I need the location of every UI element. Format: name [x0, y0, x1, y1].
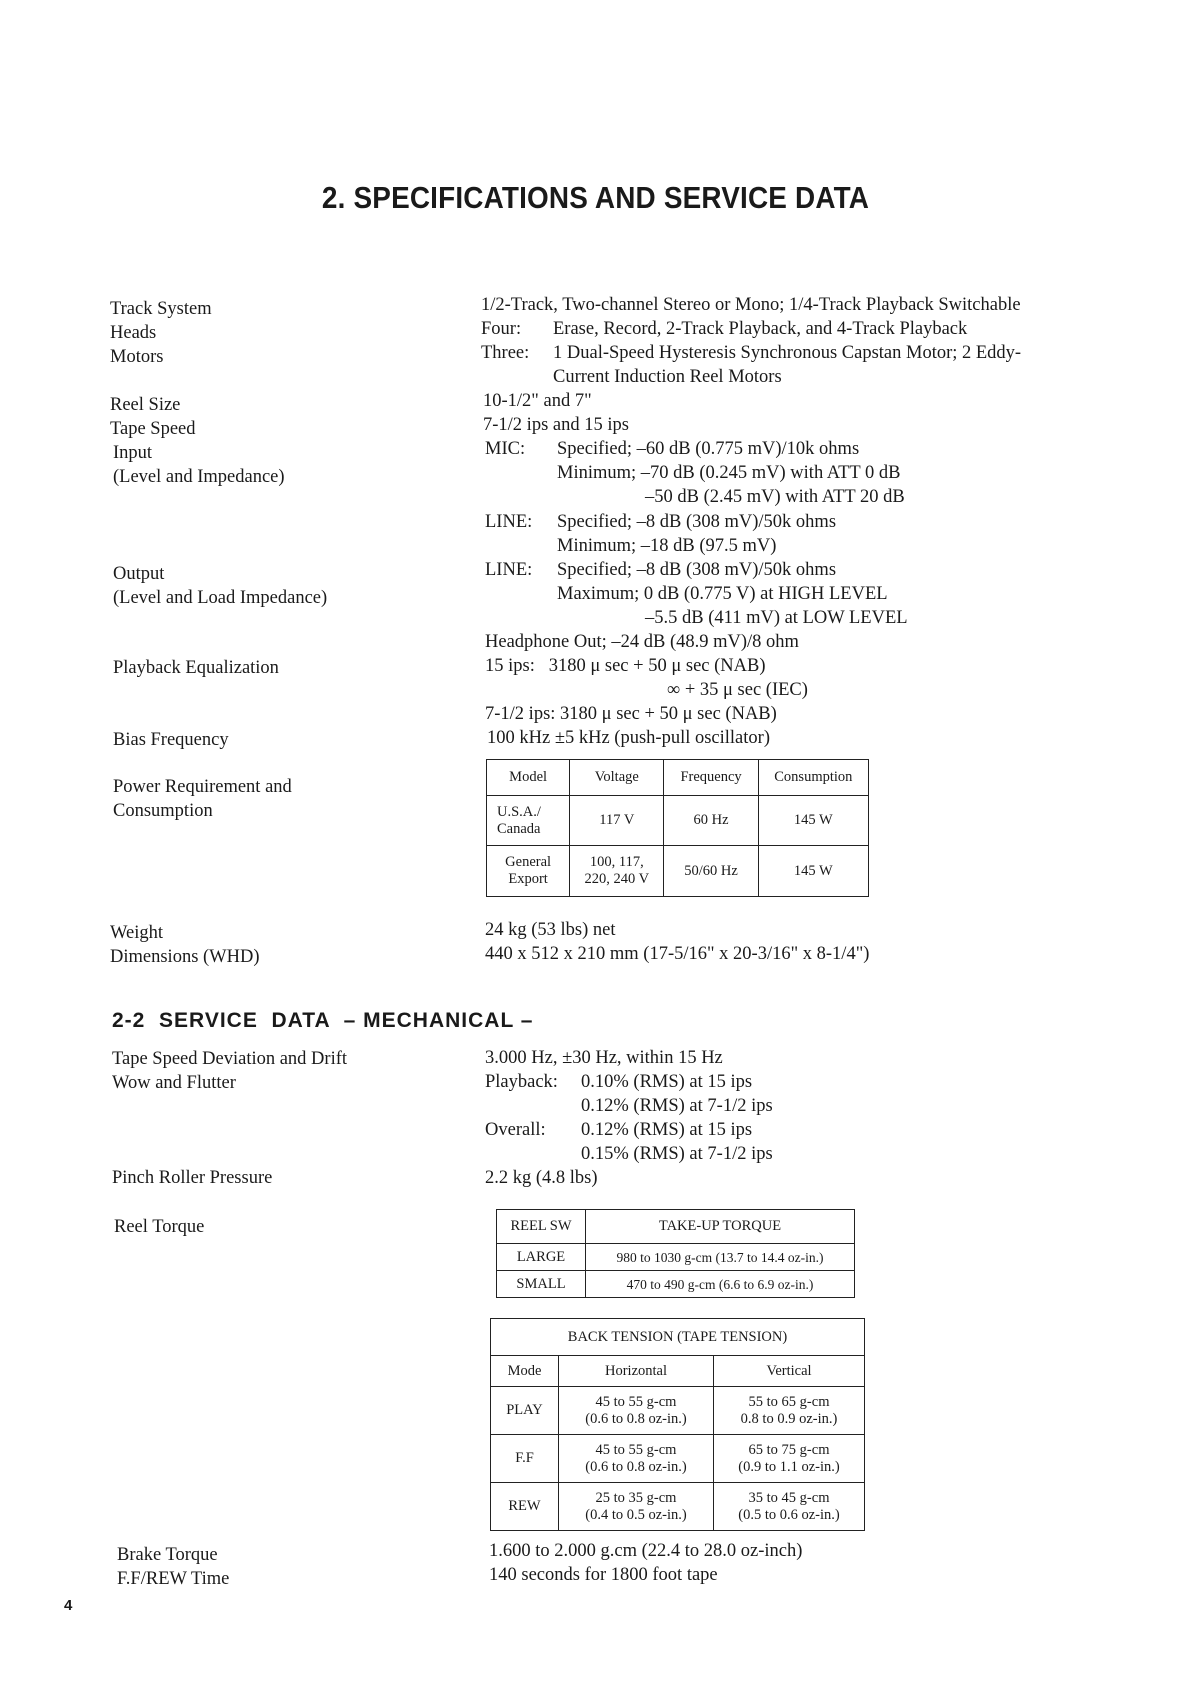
back-tension-header-mode: Mode [491, 1356, 559, 1387]
back-tension-header-horizontal: Horizontal [559, 1356, 714, 1387]
back-tension-row-horizontal: 45 to 55 g-cm (0.6 to 0.8 oz-in.) [559, 1435, 714, 1483]
bias-label: Bias Frequency [113, 730, 229, 750]
input-mic-1: Specified; –60 dB (0.775 mV)/10k ohms [557, 439, 860, 459]
power-label: Power Requirement and [113, 777, 292, 797]
back-tension-title: BACK TENSION (TAPE TENSION) [491, 1319, 865, 1356]
eq-line-3: 7-1/2 ips: 3180 μ sec + 50 μ sec (NAB) [485, 704, 777, 724]
input-label: Input [113, 443, 153, 463]
output-headphone: Headphone Out; –24 dB (48.9 mV)/8 ohm [485, 632, 799, 652]
page-number: 4 [64, 1597, 73, 1614]
back-tension-row-mode: REW [491, 1483, 559, 1531]
output-line-prefix: LINE: [485, 560, 533, 580]
input-mic-prefix: MIC: [485, 439, 526, 459]
wow-playback-prefix: Playback: [485, 1072, 558, 1092]
back-tension-row-vertical: 55 to 65 g-cm 0.8 to 0.9 oz-in.) [714, 1387, 865, 1435]
output-line-3: –5.5 dB (411 mV) at LOW LEVEL [645, 608, 908, 628]
tape-speed-drift-label: Tape Speed Deviation and Drift [112, 1049, 348, 1069]
power-header-voltage: Voltage [570, 760, 664, 796]
track-system-value: 1/2-Track, Two-channel Stereo or Mono; 1/4-Track Playback Switchable [481, 295, 1021, 315]
power-header-model: Model [487, 760, 570, 796]
brake-torque-value: 1.600 to 2.000 g.cm (22.4 to 28.0 oz-inch) [489, 1541, 803, 1561]
output-label: Output [113, 564, 165, 584]
back-tension-table [490, 1318, 865, 1531]
takeup-row-switch: SMALL [497, 1271, 586, 1298]
heads-label: Heads [110, 323, 157, 343]
brake-torque-label: Brake Torque [117, 1545, 218, 1565]
power-header-consumption: Consumption [758, 760, 868, 796]
pinch-roller-label: Pinch Roller Pressure [112, 1168, 273, 1188]
back-tension-header-vertical: Vertical [714, 1356, 865, 1387]
input-label-2: (Level and Impedance) [113, 467, 285, 487]
tape-speed-value: 7-1/2 ips and 15 ips [483, 415, 629, 435]
output-line-1: Specified; –8 dB (308 mV)/50k ohms [557, 560, 837, 580]
input-mic-2: Minimum; –70 dB (0.245 mV) with ATT 0 dB [557, 463, 901, 483]
power-header-frequency: Frequency [664, 760, 758, 796]
input-line-2: Minimum; –18 dB (97.5 mV) [557, 536, 777, 556]
wow-flutter-label: Wow and Flutter [112, 1073, 236, 1093]
reel-size-label: Reel Size [110, 395, 181, 415]
power-row-voltage: 117 V [570, 796, 664, 846]
dimensions-label: Dimensions (WHD) [110, 947, 260, 967]
input-line-prefix: LINE: [485, 512, 533, 532]
power-row-model: General Export [487, 846, 570, 897]
takeup-header-reel-sw: REEL SW [497, 1210, 586, 1244]
wow-playback-1: 0.10% (RMS) at 15 ips [581, 1072, 753, 1092]
pinch-roller-value: 2.2 kg (4.8 lbs) [485, 1168, 598, 1188]
back-tension-row-mode: F.F [491, 1435, 559, 1483]
back-tension-row-vertical: 35 to 45 g-cm (0.5 to 0.6 oz-in.) [714, 1483, 865, 1531]
motors-value-1: 1 Dual-Speed Hysteresis Synchronous Capstan Motor; 2 Eddy- [553, 343, 1022, 363]
power-row-model: U.S.A./ Canada [487, 796, 570, 846]
takeup-torque-table [496, 1209, 855, 1298]
motors-prefix: Three: [481, 343, 530, 363]
power-row-consumption: 145 W [758, 796, 868, 846]
takeup-row-switch: LARGE [497, 1244, 586, 1271]
back-tension-row-horizontal: 25 to 35 g-cm (0.4 to 0.5 oz-in.) [559, 1483, 714, 1531]
motors-value-2: Current Induction Reel Motors [553, 367, 782, 387]
heads-prefix: Four: [481, 319, 522, 339]
reel-size-value: 10-1/2" and 7" [483, 391, 592, 411]
dimensions-value: 440 x 512 x 210 mm (17-5/16" x 20-3/16" x 8-1/4") [485, 944, 870, 964]
output-line-2: Maximum; 0 dB (0.775 V) at HIGH LEVEL [557, 584, 888, 604]
ffrew-time-value: 140 seconds for 1800 foot tape [489, 1565, 718, 1585]
back-tension-row-horizontal: 45 to 55 g-cm (0.6 to 0.8 oz-in.) [559, 1387, 714, 1435]
power-table [486, 759, 869, 897]
motors-label: Motors [110, 347, 164, 367]
power-row-voltage: 100, 117, 220, 240 V [570, 846, 664, 897]
eq-label: Playback Equalization [113, 658, 279, 678]
eq-line-1: 15 ips: 3180 μ sec + 50 μ sec (NAB) [485, 656, 766, 676]
tape-speed-label: Tape Speed [110, 419, 196, 439]
takeup-row-value: 980 to 1030 g-cm (13.7 to 14.4 oz-in.) [586, 1244, 855, 1271]
back-tension-row-mode: PLAY [491, 1387, 559, 1435]
wow-playback-2: 0.12% (RMS) at 7-1/2 ips [581, 1096, 773, 1116]
wow-overall-2: 0.15% (RMS) at 7-1/2 ips [581, 1144, 773, 1164]
reel-torque-label: Reel Torque [114, 1217, 205, 1237]
weight-label: Weight [110, 923, 163, 943]
takeup-row-value: 470 to 490 g-cm (6.6 to 6.9 oz-in.) [586, 1271, 855, 1298]
takeup-header-torque: TAKE-UP TORQUE [586, 1210, 855, 1244]
track-system-label: Track System [110, 299, 212, 319]
heads-value: Erase, Record, 2-Track Playback, and 4-Track Playback [553, 319, 968, 339]
power-label-2: Consumption [113, 801, 213, 821]
weight-value: 24 kg (53 lbs) net [485, 920, 616, 940]
ffrew-time-label: F.F/REW Time [117, 1569, 230, 1589]
power-row-frequency: 50/60 Hz [664, 846, 758, 897]
input-line-1: Specified; –8 dB (308 mV)/50k ohms [557, 512, 837, 532]
back-tension-row-vertical: 65 to 75 g-cm (0.9 to 1.1 oz-in.) [714, 1435, 865, 1483]
tape-speed-drift-value: 3.000 Hz, ±30 Hz, within 15 Hz [485, 1048, 723, 1068]
page-title: 2. SPECIFICATIONS AND SERVICE DATA [321, 180, 870, 215]
wow-overall-1: 0.12% (RMS) at 15 ips [581, 1120, 753, 1140]
power-row-consumption: 145 W [758, 846, 868, 897]
section-heading: 2-2 SERVICE DATA – MECHANICAL – [112, 1009, 534, 1032]
input-mic-3: –50 dB (2.45 mV) with ATT 20 dB [645, 487, 905, 507]
bias-value: 100 kHz ±5 kHz (push-pull oscillator) [487, 728, 770, 748]
eq-line-2: ∞ + 35 μ sec (IEC) [667, 680, 808, 700]
power-row-frequency: 60 Hz [664, 796, 758, 846]
wow-overall-prefix: Overall: [485, 1120, 546, 1140]
output-label-2: (Level and Load Impedance) [113, 588, 328, 608]
